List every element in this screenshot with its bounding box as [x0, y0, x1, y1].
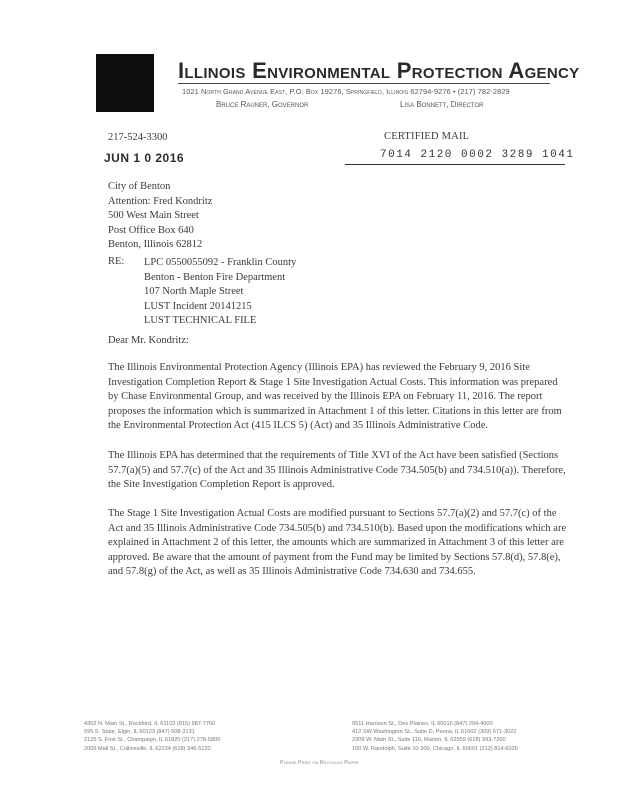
governor-name: Bruce Rauner, Governor [216, 100, 309, 109]
body-paragraph: The Stage 1 Site Investigation Actual Costs are modified pursuant to Sections 57.7(a)(2) and 57.7(c) of the Act and 35 Illinois Administrative Code 734.505(b) and 734.510(b). Based upon the modifications which are explained in Attachment 2 of this letter, the amounts which are summarized in Attachment 3 of this letter are approved. Be aware that the amount of payment from the Fund may be limited by Sections 57.8(d), 57.8(e), and 57.8(g) of the Act, as well as 35 Illinois Administrative Code 734.630 and 734.655. [108, 508, 567, 577]
tracking-underline [345, 164, 565, 165]
agency-name: Illinois Environmental Protection Agency [178, 58, 580, 83]
director-name: Lisa Bonnett, Director [400, 100, 484, 109]
recipient-line: Post Office Box 640 [108, 224, 194, 236]
recipient-line: 500 West Main Street [108, 210, 199, 221]
recipient-line: City of Benton [108, 181, 171, 192]
agency-logo [96, 54, 154, 112]
re-line: LPC 0550055092 - Franklin County [144, 257, 297, 268]
re-line: LUST TECHNICAL FILE [144, 315, 257, 326]
date-stamp: JUN 1 0 2016 [104, 151, 185, 165]
body-paragraph: The Illinois Environmental Protection Agency (Illinois EPA) has reviewed the February 9, 2016 Site Investigation Completion Report & Stage 1 Site Investigation Actual Costs. This information was prepared by Chase Environmental Group, and was received by the Illinois EPA on February 11, 2016. The report proposes the information which is summarized in Attachment 1 of this letter. Citations in this letter are from the Environmental Protection Act (415 ILCS 5) (Act) and 35 Illinois Administrative Code. [108, 362, 562, 431]
footer-office: 2309 W. Main St., Suite 116, Marion, IL 62959 (618) 993-7200 [352, 737, 506, 744]
salutation: Dear Mr. Kondritz: [108, 335, 189, 346]
recycled-notice: Please Print on Recycled Paper [280, 760, 359, 766]
re-line: LUST Incident 20141215 [144, 300, 252, 312]
footer-office: 9511 Harrison St., Des Plaines, IL 60016 (847) 294-4000 [352, 721, 493, 727]
tracking-number: 7014 2120 0002 3289 1041 [380, 149, 575, 161]
certified-mail-label: CERTIFIED MAIL [384, 131, 470, 142]
body-paragraph: The Illinois EPA has determined that the requirements of Title XVI of the Act have been satisfied (Sections 57.7(a)(5) and 57.7(c) of the Act and 35 Illinois Administrative Code 734.505(b) and 734.510(a)). Therefore, the Site Investigation Completion Report is approved. [108, 450, 566, 490]
recipient-address [108, 180, 212, 253]
re-label: RE: [108, 256, 125, 267]
footer-office: 595 S. State, Elgin, IL 60123 (847) 608-3131 [84, 729, 195, 736]
footer-offices-left [84, 720, 220, 753]
re-details [144, 256, 296, 329]
recipient-line: Attention: Fred Kondritz [108, 195, 213, 207]
footer-office: 412 SW Washington St., Suite D, Peoria, IL 61602 (309) 671-3022 [352, 729, 517, 736]
agency-address: 1021 North Grand Avenue East, P.O. Box 19276, Springfield, Illinois 62794-9276 • (217) 782-2829 [182, 87, 510, 96]
re-line: 107 North Maple Street [144, 286, 244, 297]
phone-number: 217-524-3300 [108, 132, 168, 143]
footer-office: 4302 N. Main St., Rockford, IL 61103 (815) 987-7760 [84, 721, 216, 727]
footer-office: 2125 S. First St., Champaign, IL 61820 (217) 278-5800 [84, 737, 221, 744]
footer-office: 100 W. Randolph, Suite 10-300, Chicago, IL 60601 (312) 814-6026 [352, 745, 518, 752]
re-line: Benton - Benton Fire Department [144, 271, 286, 283]
footer-office: 2009 Mall St., Collinsville, IL 62234 (618) 346-5120 [84, 745, 211, 752]
letterhead-rule [178, 83, 550, 84]
footer-offices-right [352, 720, 518, 753]
recipient-line: Benton, Illinois 62812 [108, 239, 203, 250]
